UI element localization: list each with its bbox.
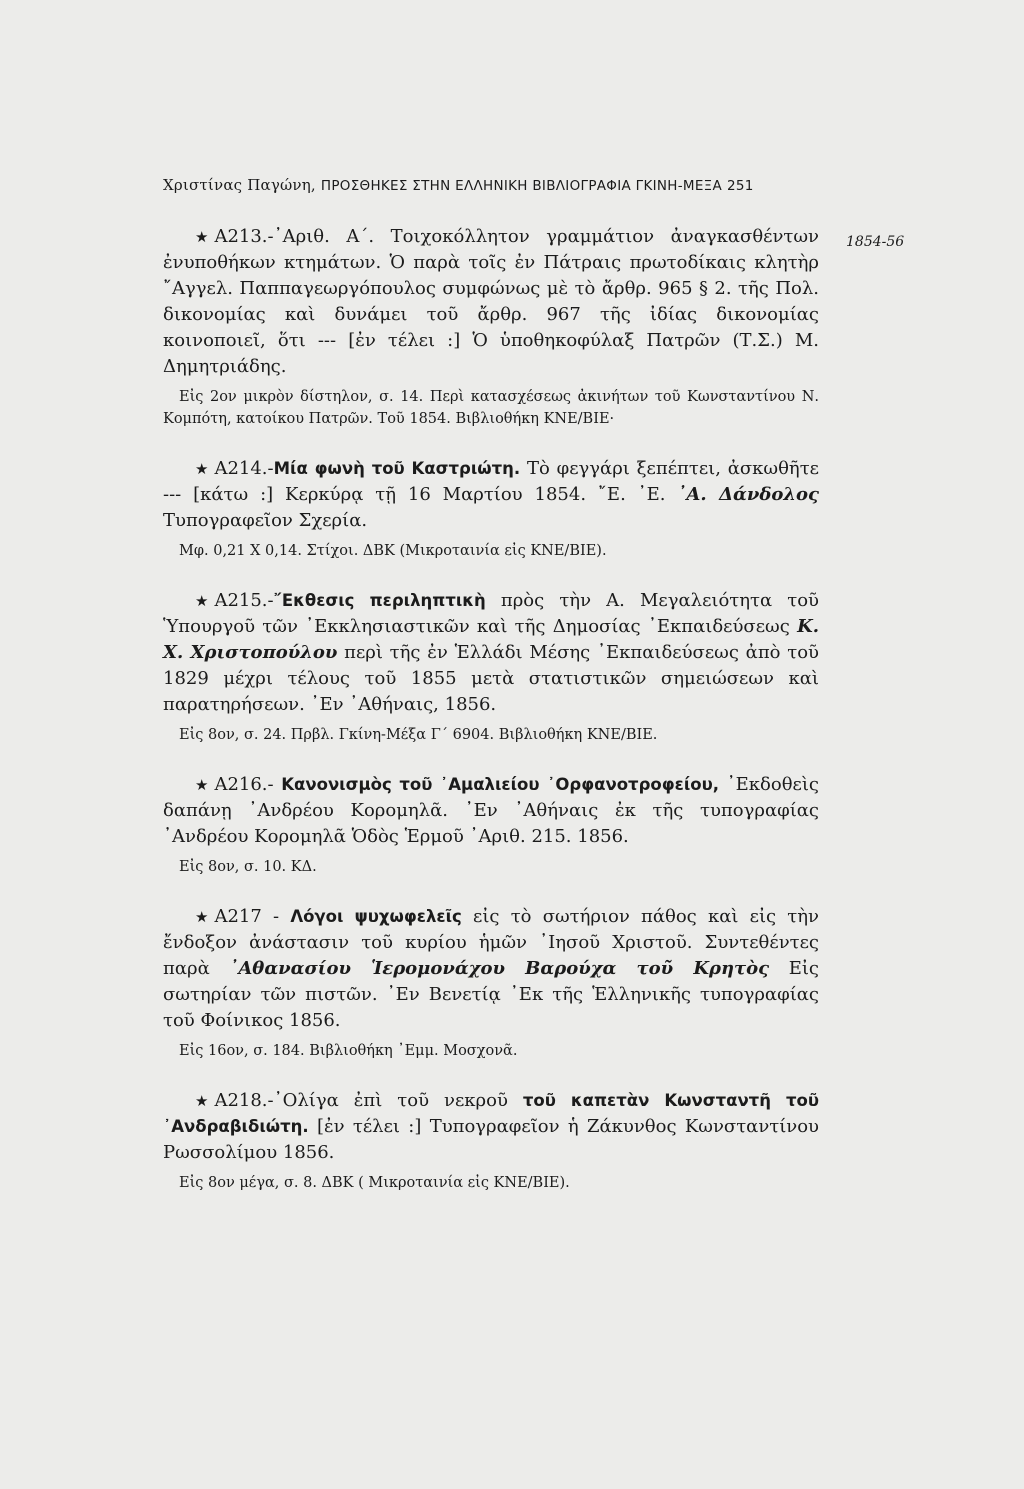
entry-text: A215.- <box>214 590 274 611</box>
entry-author: ᾿Αθανασίου Ἱερομονάχου Βαρούχα τοῦ Κρητὸς <box>229 958 770 979</box>
entry-note: Εἰς 16ον, σ. 184. Βιβλιοθήκη ᾿Εμμ. Μοσχονᾶ. <box>179 1043 518 1059</box>
entry-text: A214.- <box>214 458 274 479</box>
entry-body <box>163 456 819 534</box>
margin-date-range: 1854-56 <box>846 234 905 250</box>
entry-body <box>163 224 819 380</box>
header-author: Χριστίνας Παγώνη, <box>163 176 316 194</box>
entry-text: [ἐν τέλει :] Τυπογραφεῖον ἡ Ζάκυνθος Κωνσταντίνου Ρωσσολίμου 1856. <box>163 1116 819 1163</box>
entry-text: A213.-᾿Αριθ. Α΄. Τοιχοκόλλητον γραμμάτιον ἀναγκασθέντων ἐνυποθήκων κτημάτων. Ὁ παρὰ τοῖς ἐν Πάτραις πρωτοδίκαις κλητὴρ ῎Αγγελ. Παππαγεωργόπουλος συμφώνως μὲ τὸ ἄρθρ. 965 § 2. τῆς Πολ. δικονομίας καὶ δυνάμει τοῦ ἄρθρ. 967 τῆς ἰδίας δικονομίας κοινοποιεῖ, ὅτι --- [ἐν τέλει :] Ὁ ὑποθηκοφύλαξ Πατρῶν (Τ.Σ.) Μ. Δημητριάδης. <box>163 226 819 377</box>
entry-title: Μία φωνὴ τοῦ Καστριώτη. <box>273 459 521 478</box>
entry-a213 <box>163 224 819 430</box>
entry-a217 <box>163 904 819 1062</box>
header-title: ΠΡΟΣΘΗΚΕΣ ΣΤΗΝ ΕΛΛΗΝΙΚΗ ΒΙΒΛΙΟΓΡΑΦΙΑ ΓΚΙΝΗ-ΜΕΞΑ <box>320 178 723 194</box>
running-header <box>163 176 754 194</box>
entry-note: Εἰς 2ον μικρὸν δίστηλον, σ. 14. Περὶ κατασχέσεως ἀκινήτων τοῦ Κωνσταντίνου Ν. Κομπότη, κατοίκου Πατρῶν. Τοῦ 1854. Βιβλιοθήκη ΚΝΕ/ΒΙΕ· <box>163 389 819 427</box>
star-icon: ★ <box>195 460 209 478</box>
entry-title: ῎Εκθεσις περιληπτικὴ <box>273 591 486 610</box>
entry-text: πρὸς τὴν Α. Μεγαλειότητα τοῦ Ὑπουργοῦ τῶν ᾿Εκκλησιαστικῶν καὶ τῆς Δημοσίας ᾿Εκπαιδεύσεως <box>163 590 820 637</box>
entry-title: τοῦ καπετὰν Κωνσταντῆ τοῦ ᾿Ανδραβιδιώτη. <box>163 1091 819 1136</box>
entry-note: Μφ. 0,21 Χ 0,14. Στίχοι. ΔΒΚ (Μικροταινία εἰς ΚΝΕ/ΒΙΕ). <box>179 543 607 559</box>
entry-a218 <box>163 1088 819 1194</box>
star-icon: ★ <box>195 592 209 610</box>
entry-note: Εἰς 8ον, σ. 10. ΚΔ. <box>179 859 317 875</box>
entry-text: A216.- <box>214 774 282 795</box>
entry-author: ᾿Α. Δάνδολος <box>677 484 819 505</box>
page-number: 251 <box>727 178 754 194</box>
entry-body <box>163 1088 819 1166</box>
entry-text: εἰς τὸ σωτήριον πάθος καὶ εἰς τὴν ἔνδοξον ἀνάστασιν τοῦ κυρίου ἡμῶν ᾿Ιησοῦ Χριστοῦ. Συντεθέντες παρὰ <box>163 906 819 979</box>
entry-text: Τυπογραφεῖον Σχερία. <box>163 510 368 531</box>
entry-text: ᾿Εκδοθεὶς δαπάνῃ ᾿Ανδρέου Κορομηλᾶ. ᾿Εν ᾿Αθήναις ἐκ τῆς τυπογραφίας ᾿Ανδρέου Κορομηλᾶ Ὁδὸς Ἑρμοῦ ᾿Αριθ. 215. 1856. <box>163 774 819 847</box>
entry-text: περὶ τῆς ἐν Ἑλλάδι Μέσης ᾿Εκπαιδεύσεως ἀπὸ τοῦ 1829 μέχρι τέλους τοῦ 1855 μετὰ στατιστικῶν σημειώσεων καὶ παρατηρήσεων. ᾿Εν ᾿Αθήναις, 1856. <box>163 642 819 715</box>
star-icon: ★ <box>195 1092 209 1110</box>
entry-text: A217 - <box>214 906 291 927</box>
entry-body <box>163 772 819 850</box>
star-icon: ★ <box>195 228 209 246</box>
entry-a216 <box>163 772 819 878</box>
entry-body <box>163 904 819 1034</box>
entry-title: Κανονισμὸς τοῦ ᾿Αμαλιείου ᾿Ορφανοτροφείου, <box>281 775 719 794</box>
entry-a214 <box>163 456 819 562</box>
entry-note: Εἰς 8ον μέγα, σ. 8. ΔΒΚ ( Μικροταινία εἰς ΚΝΕ/ΒΙΕ). <box>179 1175 570 1191</box>
star-icon: ★ <box>195 776 209 794</box>
entry-text: Εἰς σωτηρίαν τῶν πιστῶν. ᾿Εν Βενετίᾳ ᾿Εκ τῆς Ἑλληνικῆς τυπογραφίας τοῦ Φοίνικος 1856. <box>163 958 819 1031</box>
entry-note: Εἰς 8ον, σ. 24. Πρβλ. Γκίνη-Μέξα Γ΄ 6904. Βιβλιοθήκη ΚΝΕ/ΒΙΕ. <box>179 727 658 743</box>
entry-body <box>163 588 819 718</box>
entry-title: Λόγοι ψυχωφελεῖς <box>290 907 462 926</box>
star-icon: ★ <box>195 908 209 926</box>
entry-author: Κ. Χ. Χριστοπούλου <box>163 616 819 663</box>
entry-text: Τὸ φεγγάρι ξεπέπτει, ἀσκωθῆτε --- [κάτω :] Κερκύρᾳ τῇ 16 Μαρτίου 1854. ῎Ε. ᾿Ε. <box>163 458 819 505</box>
entries-column <box>163 224 819 1220</box>
entry-a215 <box>163 588 819 746</box>
entry-text: A218.-᾿Ολίγα ἐπὶ τοῦ νεκροῦ <box>214 1090 523 1111</box>
